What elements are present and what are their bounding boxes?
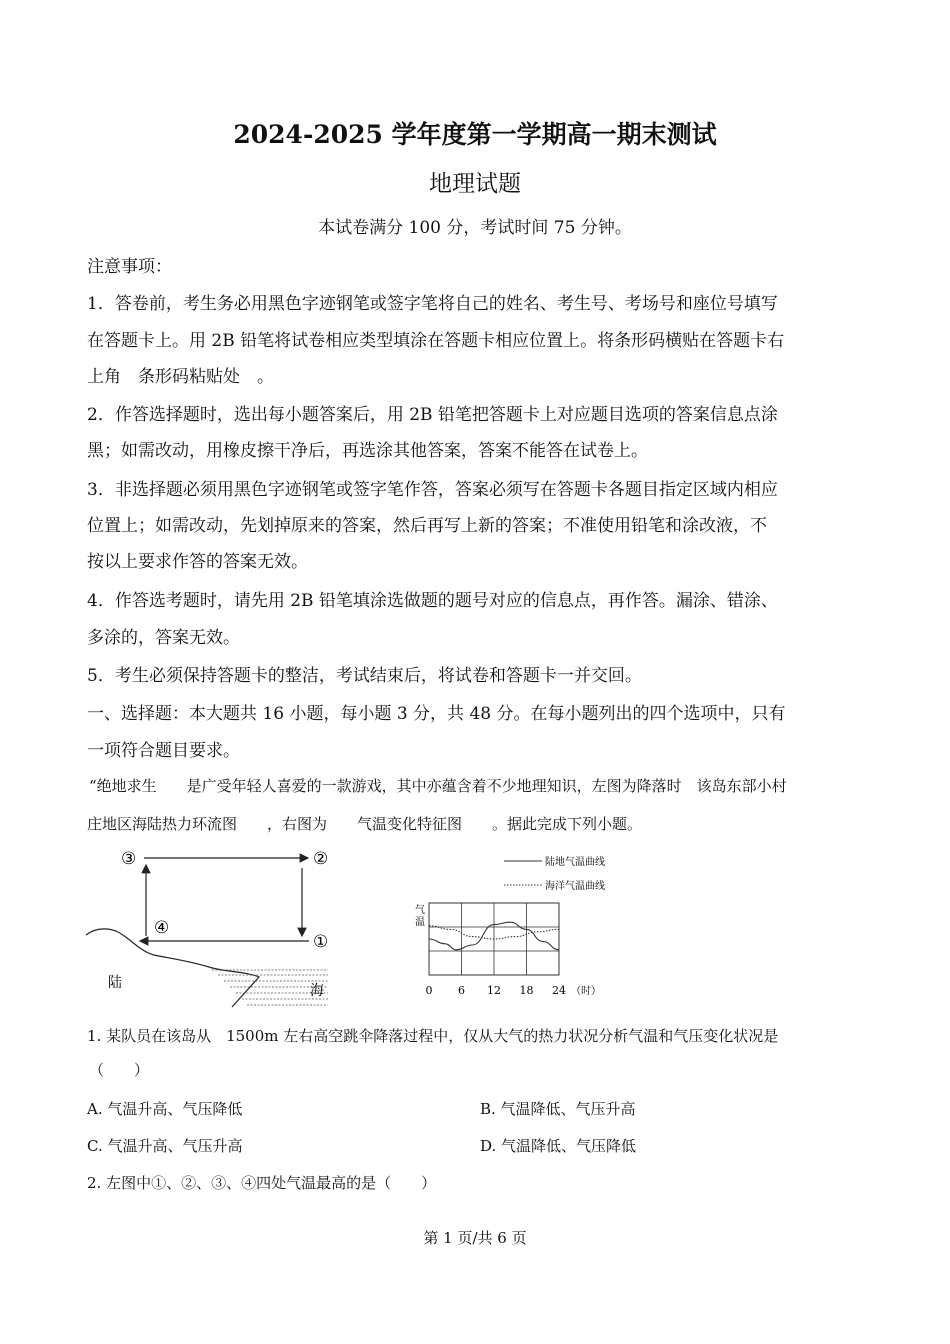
note-line: 黑；如需改动，用橡皮擦干净后，再选涂其他答案，答案不能答在试卷上。	[87, 441, 648, 461]
note-line: 1．答卷前，考生务必用黑色字迹钢笔或签字笔将自己的姓名、考生号、考场号和座位号填写	[87, 294, 778, 314]
note-line: 5．考生必须保持答题卡的整洁，考试结束后，将试卷和答题卡一并交回。	[87, 666, 642, 686]
notes-heading: 注意事项：	[87, 257, 172, 277]
option-b[interactable]: B. 气温降低、气压升高	[480, 1100, 636, 1118]
passage-line: “绝地求生 是广受年轻人喜爱的一款游戏，其中亦蕴含着不少地理知识，左图为降落时 该岛东部小村	[89, 777, 787, 795]
sea-label: 海	[310, 983, 324, 999]
note-line: 按以上要求作答的答案无效。	[87, 552, 308, 572]
y-axis-label-2: 温	[415, 917, 425, 928]
x-ticks	[426, 984, 567, 997]
page-footer: 第 1 页/共 6 页	[423, 1229, 527, 1247]
x-tick-label: 6	[458, 984, 465, 997]
y-axis-label-1: 气	[415, 905, 425, 916]
note-line: 位置上；如需改动，先划掉原来的答案，然后再写上新的答案；不准使用铅笔和涂改液，不	[87, 516, 767, 536]
x-tick-label: 24	[552, 984, 566, 997]
label-3: ③	[121, 849, 137, 869]
passage-line: 庄地区海陆热力环流图 ，右图为 气温变化特征图 。据此完成下列小题。	[87, 815, 643, 833]
legend-land: 陆地气温曲线	[545, 857, 605, 868]
option-d[interactable]: D. 气温降低、气压降低	[480, 1137, 637, 1155]
question-1-stem: 1. 某队员在该岛从 1500m 左右高空跳伞降落过程中，仅从大气的热力状况分析气温和气压变化状况是	[87, 1027, 779, 1045]
note-line: 2．作答选择题时，选出每小题答案后，用 2B 铅笔把答题卡上对应题目选项的答案信息点涂	[87, 405, 778, 425]
option-c[interactable]: C. 气温升高、气压升高	[87, 1137, 243, 1155]
question-2-stem: 2. 左图中①、②、③、④四处气温最高的是（ ）	[87, 1174, 437, 1192]
label-1: ①	[313, 932, 329, 952]
exam-title: 2024-2025 学年度第一学期高一期末测试	[233, 120, 717, 149]
x-axis-label: （时）	[571, 986, 601, 997]
section-heading: 一、选择题：本大题共 16 小题，每小题 3 分，共 48 分。在每小题列出的四个选项中，只有	[87, 704, 786, 724]
legend-sea: 海洋气温曲线	[545, 881, 605, 892]
note-line: 多涂的，答案无效。	[87, 628, 240, 648]
exam-info: 本试卷满分 100 分，考试时间 75 分钟。	[318, 218, 632, 238]
label-4: ④	[154, 918, 170, 938]
circulation-diagram	[84, 843, 344, 1013]
note-line: 4．作答选考题时，请先用 2B 铅笔填涂选做题的题号对应的信息点，再作答。漏涂、错涂、	[87, 591, 778, 611]
option-a[interactable]: A. 气温升高、气压降低	[87, 1100, 243, 1118]
question-1-blank: （ ）	[89, 1061, 150, 1079]
label-2: ②	[313, 849, 329, 869]
note-line: 上角 条形码粘贴处 。	[87, 367, 274, 387]
note-line: 3．非选择题必须用黑色字迹钢笔或签字笔作答，答案必须写在答题卡各题目指定区域内相应	[87, 480, 778, 500]
exam-subtitle: 地理试题	[429, 171, 521, 197]
note-line: 在答题卡上。用 2B 铅笔将试卷相应类型填涂在答题卡相应位置上。将条形码横贴在答题卡右	[87, 331, 785, 351]
land-label: 陆	[108, 975, 122, 991]
x-tick-label: 12	[487, 984, 501, 997]
x-tick-label: 0	[425, 984, 433, 997]
x-tick-label: 18	[519, 984, 534, 997]
temperature-chart	[405, 845, 620, 1000]
section-heading-cont: 一项符合题目要求。	[87, 741, 240, 761]
